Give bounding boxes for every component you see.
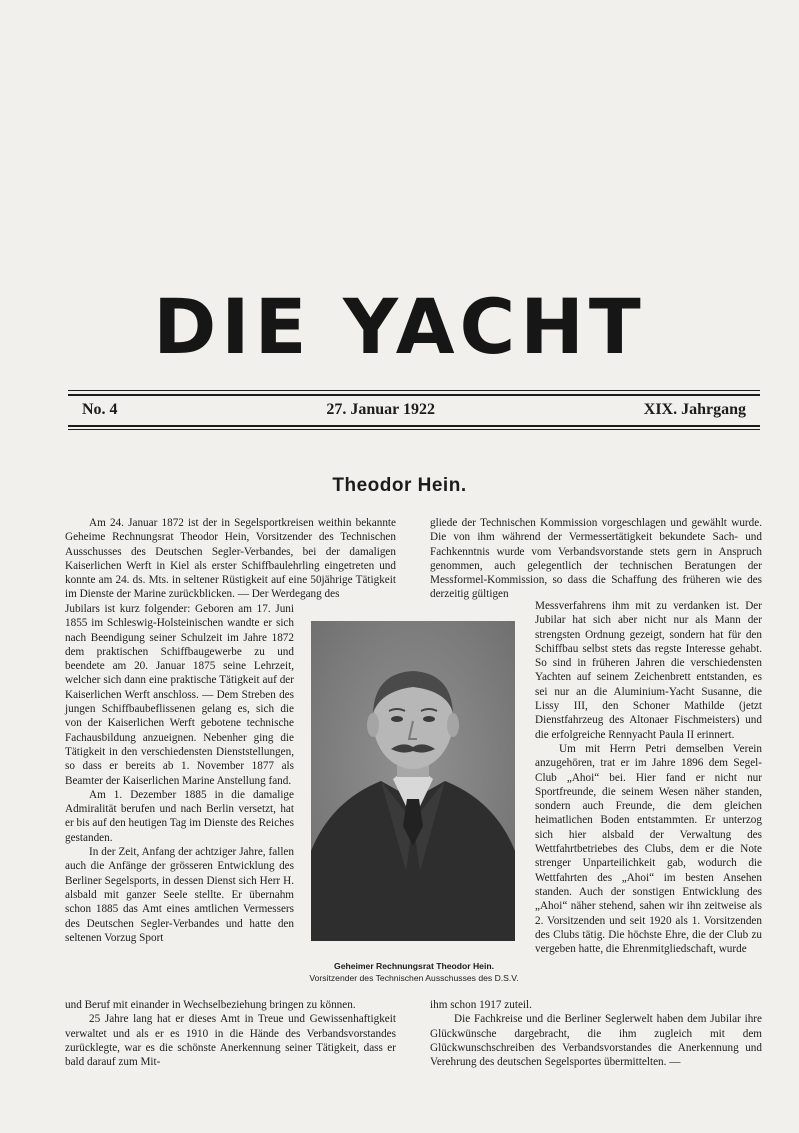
article-paragraph: Jubilars ist kurz folgender: Geboren am 17. Juni 1855 im Schleswig-Holsteinischen wandte er sich nach Beendigung seiner Schulzeit im Jahre 1872 dem praktischen Schiffbaugewerbe zu und beendete am 20. Januar 1875 seine Lehrzeit, welcher sich dann eine praktische Tätigkeit auf der Kaiserlichen Werft anschloss. — Dem Streben des jungen Schiffbaubeflissenen gelang es, sich die von der Kaiserlichen Werft gebotene technische Fachausbildung anzueignen. Nebenher ging die Tätigkeit in den verschiedensten Dienststellungen, so dass er bereits ab 1. November 1877 als Beamter der Kaiserlichen Marine Anstellung fand. <box>65 603 294 787</box>
issue-bar <box>82 398 746 422</box>
left-column-bottom <box>65 998 396 1069</box>
article-paragraph: Messverfahrens ihm mit zu verdanken ist. Der Jubilar hat sich aber nicht nur als Mann der strengsten Ordnung gezeigt, sondern hat für den Schiffbau selbst stets das regste Interesse gehabt. So sind in früheren Jahren die verschiedensten Yachten auf seinem Zeichenbrett entstanden, es sei nur an die Aluminium-Yacht Susanne, die Lissy III, den Schoner Mathilde (jetzt Dienstfahrzeug des Altonaer Fischmeisters) und die erfolgreiche Rennyacht Paula II erinnert. <box>535 600 762 741</box>
header-rule-top-thick <box>68 394 760 396</box>
article-paragraph: Am 1. Dezember 1885 in die damalige Admiralität berufen und nach Berlin versetzt, hat er bis auf den heutigen Tag im Dienste des Reiches gestanden. <box>65 788 294 844</box>
article-paragraph: ihm schon 1917 zuteil. <box>430 999 532 1011</box>
portrait-illustration <box>311 621 515 941</box>
article-paragraph: Am 24. Januar 1872 ist der in Segelsportkreisen weithin bekannte Geheime Rechnungsrat Theodor Hein, Vorsitzender des Technischen Ausschusses des Deutschen Segler-Verbandes, bei der damaligen Kaiserlichen Werft in Kiel als erster Schiffbaulehrling eingetreten und konnte am 24. ds. Mts. in seltener Rüstigkeit auf eine 50jährige Tätigkeit im Dienste der Marine zurückblicken. — Der Werdegang des <box>65 517 396 601</box>
issue-number: No. 4 <box>82 401 118 418</box>
article-paragraph: 25 Jahre lang hat er dieses Amt in Treue und Gewissenhaftigkeit verwaltet und als er es 1910 in die Hände des Verbandsvorstandes zurücklegte, war es die schönste Anerkennung seiner Tätigkeit, dass er bald darauf zum Mit- <box>65 1013 396 1069</box>
article-paragraph: gliede der Technischen Kommission vorgeschlagen und gewählt wurde. Die von ihm während der Vermessertätigkeit bekundete Sach- und Fachkenntnis wurde vom Verbandsvorstande stets gern in Anspruch genommen, auch gelegentlich der technischen Beratungen der Messformel-Kommission, so dass die Schaffung des früheren wie des derzeitig gültigen <box>430 517 762 601</box>
photo-caption-subtitle: Vorsitzender des Technischen Ausschusses des D.S.V. <box>309 973 519 983</box>
article-paragraph: In der Zeit, Anfang der achtziger Jahre, fallen auch die Anfänge der grösseren Entwicklung des Berliner Segelsports, in dessen Dienst sich Herr H. alsbald mit ganzer Seele stellte. Er übernahm schon 1885 das Amt eines amtlichen Vermessers des Deutschen Segler-Verbandes und hatte den seltenen Vorzug Sport <box>65 846 294 944</box>
article-paragraph: und Beruf mit einander in Wechselbeziehung bringen zu können. <box>65 999 356 1011</box>
article-paragraph: Um mit Herrn Petri demselben Verein anzugehören, trat er im Jahre 1896 dem Segel-Club „Ahoi“ bei. Hier fand er nicht nur Sportfreunde, die seinem Wesen näher standen, sondern auch Freunde, die dem gleichen heimatlichen Boden entstammten. Er unterzog sich hier alsbald der Verwaltung des Wettfahrtbetriebes des Clubs, dem er die Note strenger Unparteilichkeit gab, wodurch die Wettfahrten des „Ahoi“ im besten Ansehen standen. Auch der sonstigen Entwicklung des „Ahoi“ näher stehend, sahen wir ihn zeitweise als 2. Vorsitzenden und seit 1920 als 1. Vorsitzenden des Clubs tätig. Die höchste Ehre, die der Club zu vergeben hatte, die Ehrenmitgliedschaft, wurde <box>535 742 762 956</box>
masthead-title: DIE YACHT <box>153 282 646 371</box>
issue-volume: XIX. Jahrgang <box>643 401 746 418</box>
issue-date: 27. Januar 1922 <box>326 401 435 418</box>
right-column-bottom <box>430 998 762 1069</box>
portrait-photo <box>311 621 515 941</box>
header-rule-bottom-thick <box>68 425 760 427</box>
header-rule-top <box>68 390 760 391</box>
photo-caption <box>300 960 528 984</box>
article-paragraph: Die Fachkreise und die Berliner Seglerwelt haben dem Jubilar ihre Glückwünsche dargebracht, die ihm zugleich mit dem Glückwunschschreiben des Verbandsvorstandes die Anerkennung und Verehrung des deutschen Segelsportes übermittelten. — <box>430 1013 762 1069</box>
left-column-narrow <box>65 602 294 945</box>
right-column-narrow <box>535 599 762 956</box>
photo-caption-title: Geheimer Rechnungsrat Theodor Hein. <box>334 961 494 971</box>
article-title: Theodor Hein. <box>332 475 467 496</box>
header-rule-bottom <box>68 429 760 430</box>
